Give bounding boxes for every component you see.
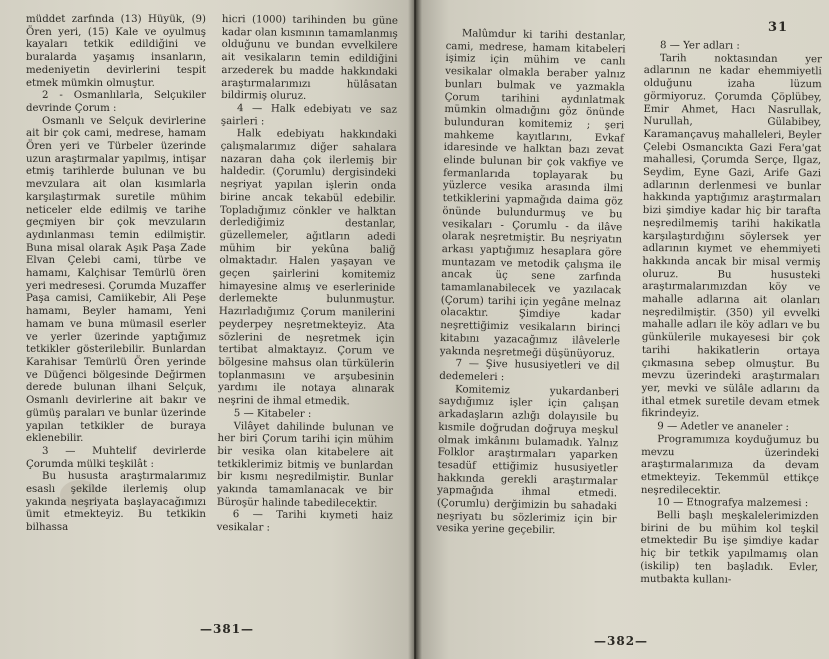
paragraph: Vilâyet dahilinde bulunan ve her biri Çorum tarihi için mühim bir vesika olan kitabelere ait tetkiklerimiz bitmiş ve bunlardan bir kısmı neşredilmiştir. Bunlar yakında tamamlanacak ve bir Büroşür halinde tabedilecektir. bbox=[216, 420, 394, 510]
section-heading: 7 — Şive hususiyetleri ve dil dedemeleri : bbox=[439, 358, 620, 384]
paragraph: müddet zarfında (13) Hüyük, (9) Ören yeri, (15) Kale ve oyulmuş kayaları tetkik edildiğini ve buralarda yaşamış insanların, medeniyetin devirlerini tespit etmek mümkin olmuştur. bbox=[26, 14, 206, 89]
left-page-column-1 bbox=[26, 14, 206, 535]
book-gutter bbox=[408, 0, 422, 659]
left-page bbox=[0, 0, 414, 659]
section-heading: 10 — Etnografya malzemesi : bbox=[656, 497, 809, 510]
paragraph: Belli başlı meşkalelerimizden birini de bu mühim kol teşkil etmektedir Bu işe şimdiye kadar hiç bir tetkik yapılmamış olan (iskilip) ten başladık. Evler, mutbakta kullanı- bbox=[640, 510, 819, 586]
section-heading: 8 — Yer adları : bbox=[659, 40, 740, 52]
right-page-column-1 bbox=[436, 28, 626, 539]
paragraph: Bu hususta araştırmalarımız esaslı şekilde ilerlemiş olup yakında neşriyata başlayacağımızı ümit etmekteyiz. Bu tetkikin bilhassa bbox=[26, 471, 206, 534]
section-heading: 2 - Osmanlılarla, Selçukiler devrinde Çorum : bbox=[26, 90, 206, 114]
paragraph: Malûmdur ki tarihi destanlar, cami, medrese, hamam kitabeleri işimiz için mühim ve canlı vesikalar olmakla beraber yalnız bunları bulmak ve yazmakla Çorum tarihini aydınlatmak mümkin olmadığını göz önünde bulunduran komitemiz ; şeri mahkeme kayıtlarını, Evkaf idaresinde ve halktan bazı zevat elinde bulunan bir çok vakfiye ve fermanlarıda toplayarak bu yüzlerce vesika arasında ilmi tetkiklerini yapmağıda daima göz önünde bulundurmuş ve bu vesikaları - Çorumlu - da ilâve olarak neşretmiştir. Bu neşriyatın arkası yaptığımız hesaplara göre muntazam ve metodik çalışma ile ancak üç sene zarfında tamamlanabilecek ve yazılacak (Çorum) tarihi için yegâne melnaz olacaktır. Şimdiye kadar neşrettiğimiz vesikaların birinci kitabını yazacağımız ilâvelerle yakında neşretmeği düşünüyoruz. bbox=[439, 28, 626, 360]
paragraph: hicri (1000) tarihinden bu güne kadar olan kısmının tamamlanmış olduğunu ve bundan evvelkilere ait vesikaların temin edildiğini arzederek bu madde hakkındaki araştırmalarımızı hülâsatan bildirmiş oluruz. bbox=[221, 14, 398, 103]
section-heading: 9 — Adetler ve ananeler : bbox=[657, 421, 790, 434]
paragraph: Osmanlı ve Selçuk devirlerine ait bir çok cami, medrese, hamam Ören yeri ve Türbeler üzerinde uzun araştırmalar yapılmış, intişar etmiş tarihlerde bulunan ve bu mevzulara ait olan kısımlarla karşılaştırmak suretile mühim neticeler elde edilmiş ve tarihe geçmiyen bir çok mevzuların aydınlanması temin edilmiştir. Buna misal olarak Aşık Paşa Zade Elvan Çelebi cami, türbe ve hamamı, Kalçhisar Temürlü ören yeri medresesi. Çorumda Muzaffer Paşa camisi, Camiikebir, Ali Peşe hamamı, Beyler hamamı, Yeni hamam ve buna mümasil eserler ve yerler üzerinde yaptığımız tetkikler gösterilebilir. Bunlardan Karahisar Temürlü Ören yerinde ve Düğenci bölgesinde Değirmen derede bulunan ilhani Selçuk, Osmanlı devirlerine ait bakır ve gümüş paraları ve bunlar üzerinde yapılan tetkikler de buraya eklenebilir. bbox=[26, 115, 206, 445]
corner-page-number: 31 bbox=[768, 20, 789, 35]
right-page-column-2 bbox=[640, 40, 822, 587]
paragraph: Programımıza koyduğumuz bu mevzu üzerindeki araştırmalarımıza da devam etmekteyiz. Tekemmül ettikçe neşredilecektir. bbox=[640, 433, 820, 497]
paragraph: Komitemiz yukardanberi saydığımız işler için çalışan arkadaşların azlığı dolayısile bu kısmile doğrudan doğruya meşkul olmak imkânını bulamadık. Yalnız Folklor araştırmaları yaparken tesadüf ettiğimiz hususiyetler hakkında gerekli araştırmalar yapmağıda ihmal etmedi. (Çorumlu) derğimizin bu sahadaki neşriyatı bu sözlerimiz için bir vesika yerine geçebilir. bbox=[436, 383, 620, 537]
section-heading: 5 — Kitabeler : bbox=[233, 407, 312, 420]
paragraph: Halk edebiyatı hakkındaki çalışmalarımız diğer sahalara nazaran daha çok ilerlemiş bir haldedir. (Çorumlu) dergisindeki neşriyat yapılan işlerin onda birine ancak tekabül edebilir. Topladığımız cönkler ve halktan derlediğimiz destanlar, güzellemeler, ağıtların adedi mühim bir yekûna baliğ olmaktadır. Halen yaşayan ve geçen şairlerini komitemiz himayesine almış ve eserlerinide derlemekte bulunmuştur. Hazırladığımız Çorum manilerini peyderpey neşretmekteyiz. Ata sözlerini de neşretmek için tertibat almaktayız. Çorum ve bölgesine mahsus olan türkülerin toplanmasını ve arşubesinin yardımı ile notaya alınarak neşrini de ihmal etmedik. bbox=[217, 128, 397, 408]
section-heading: 3 — Muhtelif devirlerde Çorumda mülki teşkilât : bbox=[26, 445, 206, 470]
right-page bbox=[416, 0, 829, 659]
left-page-column-2 bbox=[217, 14, 398, 537]
paragraph: Tarih noktasından yer adlarının ne kadar ehemmiyetli olduğunu izaha lüzum görmiyoruz. Çorumda Çöplübey, Emir Ahmet, Hacı Nasrullak, Nurullah, Gülabibey, Karamançavuş mahalleleri, Beyler Çelebi Osmancıkta Gazi Fera'gat mahallesi, Çorumda Serçe, Ilgaz, Seydim, Eyne Gazi, Arife Gazi adlarının derlenmesi ve bunlar hakkında yaptığımız araştırmaları bizi şimdiye kadar hiç bir tarafta neşredilmemiş tarihi hakikatla karşılaştırdığını söylersek yer adlarının kıymet ve ehemmiyeti hakkında ancak bir misal vermiş oluruz. Bu hususteki araştırmalarımızdan köy ve mahalle adlarına ait olanları neşredilmiştir. (350) yil evvelki mahalle adları ile köy adları ve bu günkülerile mukayesesi bir çok tarihi hakikatlerin ortaya çıkmasına sebep olmuştur. Bu mevzu üzerindeki araştırmaları yer, mevki ve sülâle adlarını da ithal etmek suretile devam etmek fikrindeyiz. bbox=[641, 52, 822, 420]
page-number-right: —382— bbox=[594, 634, 649, 648]
section-heading: 4 — Halk edebiyatı ve saz şairleri : bbox=[220, 103, 398, 128]
section-heading: 6 — Tarihi kıymeti haiz vesikalar : bbox=[216, 509, 393, 534]
page-number-left: —381— bbox=[200, 622, 255, 636]
